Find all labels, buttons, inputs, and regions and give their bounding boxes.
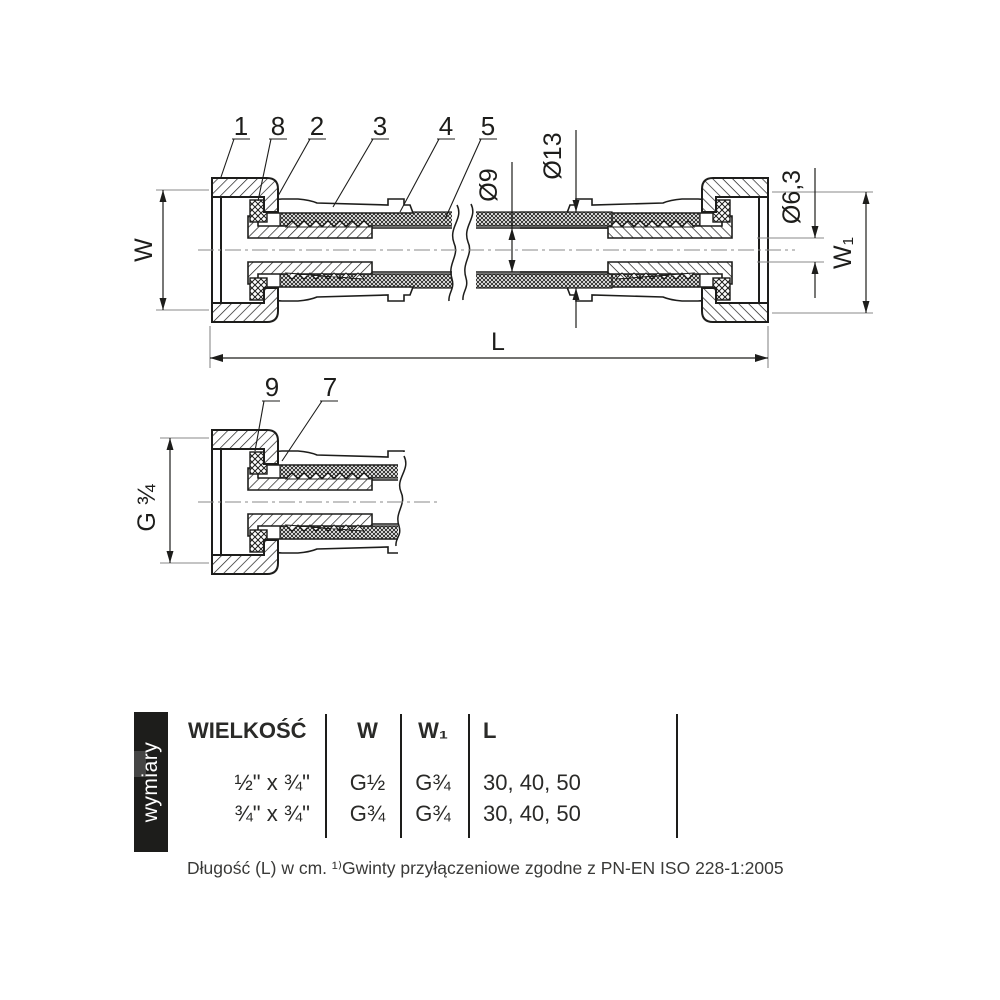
callout-4: 4: [438, 111, 454, 141]
callout-7: 7: [322, 372, 338, 402]
callout-1: 1: [233, 111, 249, 141]
table-sidebar: [134, 712, 168, 852]
callout-3: 3: [372, 111, 388, 141]
hose-braid: [458, 212, 612, 226]
column-divider: [325, 714, 327, 838]
table-cell-w: G¾: [349, 801, 386, 826]
callout-2: 2: [309, 111, 325, 141]
dim-label-dia63: Ø6,3: [778, 169, 806, 225]
table-cell-size: ¾" x ¾": [234, 801, 310, 826]
table-cell-w1: G¾: [415, 770, 451, 795]
footnote: Długość (L) w cm. ¹⁾Gwinty przyłączeniowe zgodne z PN-EN ISO 228-1:2005: [187, 858, 784, 878]
column-header-l: L: [483, 718, 497, 743]
column-header-size: WIELKOŚĆ: [188, 718, 307, 743]
callout-8: 8: [270, 111, 286, 141]
dimensions-table: [0, 670, 1000, 1000]
sidebar-label: wymiary: [139, 741, 162, 823]
column-divider: [676, 714, 678, 838]
column-header-w1: W₁: [418, 718, 448, 743]
table-cell-size: ½" x ¾": [234, 770, 310, 795]
dim-label-dia13: Ø13: [539, 132, 567, 180]
detail-section-view: [133, 372, 462, 574]
table-cell-l: 30, 40, 50: [483, 770, 581, 795]
hose-braid: [458, 274, 612, 288]
dim-length: [210, 326, 768, 368]
table-cell-w1: G¾: [415, 801, 451, 826]
dim-label-length: L: [491, 328, 505, 356]
hose-cut-gap: [398, 452, 462, 554]
dim-thread: [133, 438, 209, 563]
dim-dia13: [539, 130, 580, 328]
column-divider: [468, 714, 470, 838]
dim-w: [130, 190, 209, 310]
main-section-view: [130, 111, 873, 368]
column-header-w: W: [357, 718, 378, 743]
dim-label-w1: W₁: [829, 236, 857, 270]
dim-label-dia9: Ø9: [475, 168, 503, 202]
table-cell-w: G½: [349, 770, 386, 795]
dim-label-w: W: [130, 238, 158, 262]
callout-5: 5: [480, 111, 496, 141]
table-cell-l: 30, 40, 50: [483, 801, 581, 826]
callout-9: 9: [264, 372, 280, 402]
dim-label-thread: G ¾: [133, 484, 161, 532]
